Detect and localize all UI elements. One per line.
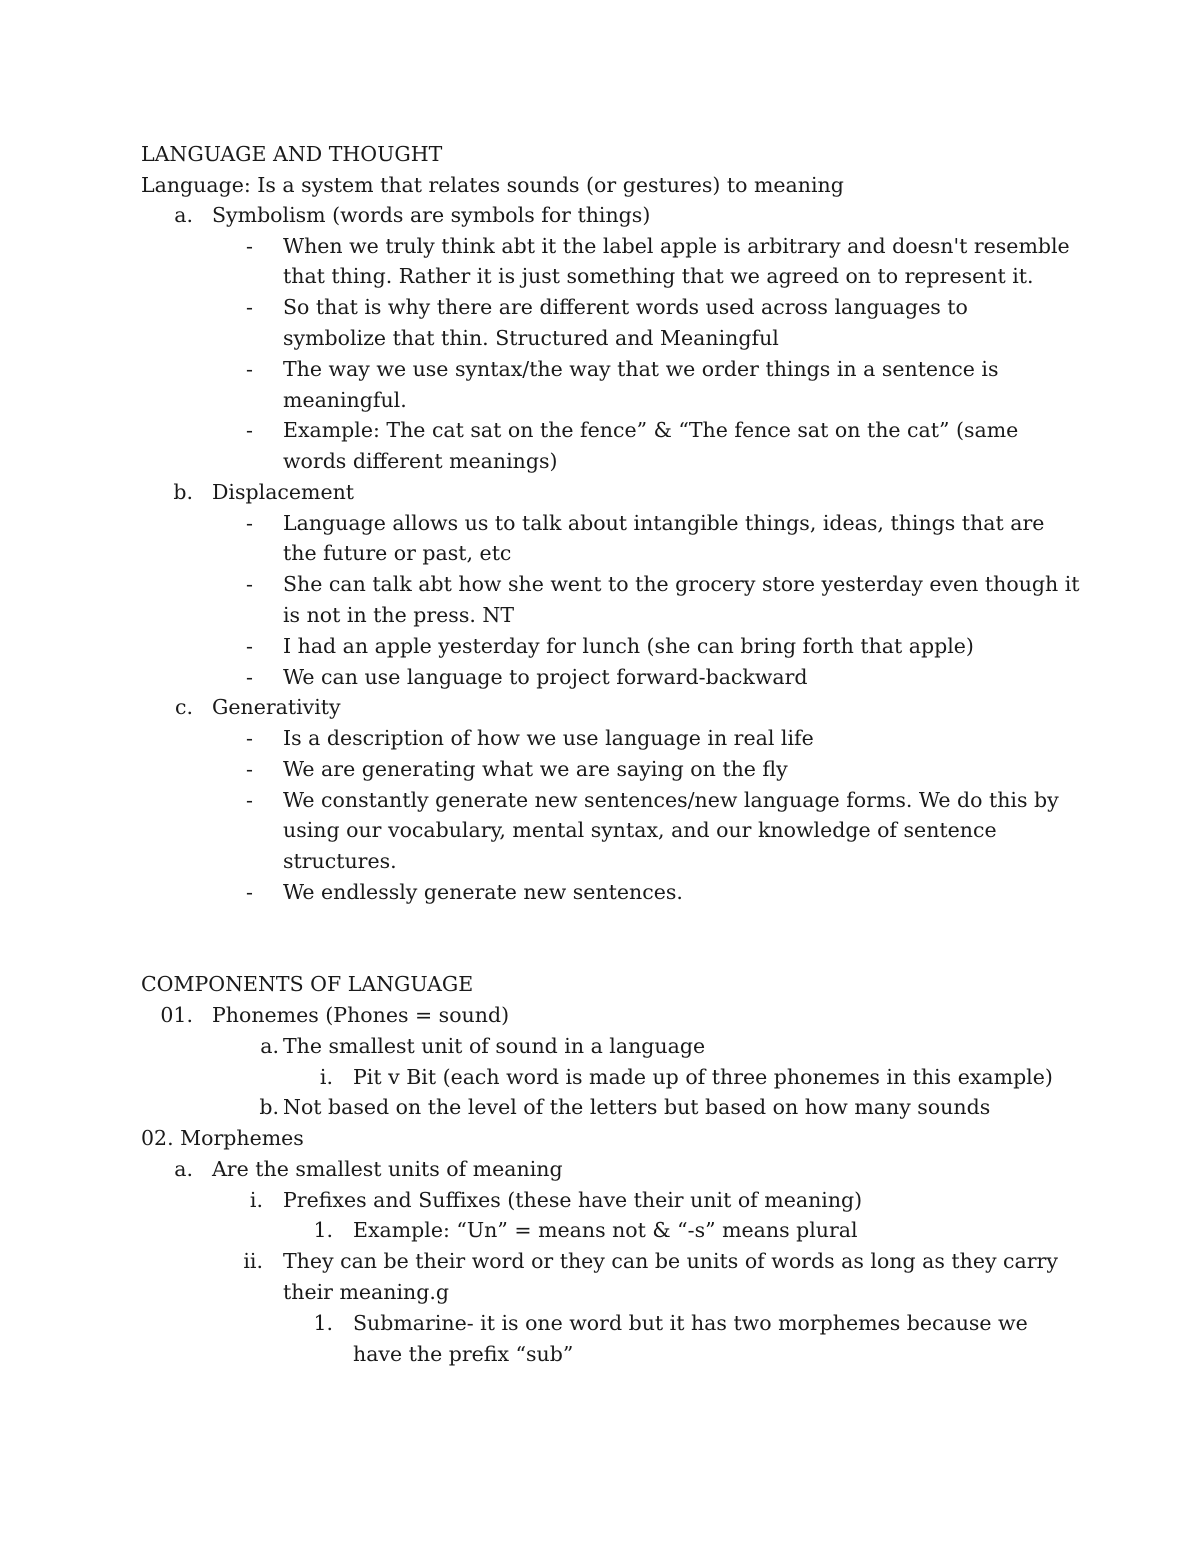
bullet-text: the future or past, etc <box>283 541 512 565</box>
bullet-text: Is a description of how we use language in real life <box>283 726 814 750</box>
bullet-text: is not in the press. NT <box>283 603 514 627</box>
list-item-text: They can be their word or they can be units of words as long as they carry <box>283 1249 1058 1273</box>
list-marker: a. <box>260 1034 279 1058</box>
list-item-phonemes: Phonemes (Phones = sound) <box>212 1003 510 1027</box>
bullet-text: We constantly generate new sentences/new language forms. We do this by <box>283 788 1059 812</box>
list-item-displacement: Displacement <box>212 480 355 504</box>
bullet-text: So that is why there are different words used across languages to <box>283 295 968 319</box>
bullet-text: The way we use syntax/the way that we order things in a sentence is <box>283 357 999 381</box>
bullet-text: meaningful. <box>283 388 407 412</box>
bullet-text: When we truly think abt it the label apple is arbitrary and doesn't resemble <box>283 234 1070 258</box>
list-marker: 1. <box>313 1218 333 1242</box>
bullet-dash: - <box>246 757 253 781</box>
list-marker: 1. <box>313 1311 333 1335</box>
list-item-text: have the prefix “sub” <box>353 1342 574 1366</box>
bullet-text: We are generating what we are saying on the fly <box>283 757 788 781</box>
bullet-dash: - <box>246 357 253 381</box>
bullet-text: We endlessly generate new sentences. <box>283 880 683 904</box>
list-item-label: Morphemes <box>180 1126 304 1150</box>
bullet-text: We can use language to project forward-backward <box>283 665 808 689</box>
bullet-dash: - <box>246 295 253 319</box>
bullet-text: that thing. Rather it is just something that we agreed on to represent it. <box>283 264 1034 288</box>
list-marker: a. <box>174 1157 193 1181</box>
list-marker: i. <box>249 1188 263 1212</box>
list-marker: i. <box>319 1065 333 1089</box>
list-marker: b. <box>259 1095 279 1119</box>
language-definition: Language: Is a system that relates sounds (or gestures) to meaning <box>141 173 844 197</box>
section-title-components-of-language: COMPONENTS OF LANGUAGE <box>141 972 474 996</box>
bullet-dash: - <box>246 234 253 258</box>
bullet-text: Example: The cat sat on the fence” & “The fence sat on the cat” (same <box>283 418 1019 442</box>
list-marker: c. <box>175 695 193 719</box>
list-item-text: Pit v Bit (each word is made up of three phonemes in this example) <box>353 1065 1053 1089</box>
list-item-text: The smallest unit of sound in a language <box>283 1034 706 1058</box>
list-marker: 01. <box>160 1003 193 1027</box>
list-marker: b. <box>173 480 193 504</box>
bullet-dash: - <box>246 418 253 442</box>
list-marker: 02. <box>141 1126 174 1150</box>
bullet-text: structures. <box>283 849 397 873</box>
list-item-generativity: Generativity <box>212 695 341 719</box>
list-item-text: their meaning.g <box>283 1280 449 1304</box>
list-item-text: Submarine- it is one word but it has two morphemes because we <box>353 1311 1028 1335</box>
list-item-text: Example: “Un” = means not & “-s” means plural <box>353 1218 858 1242</box>
list-marker: ii. <box>243 1249 263 1273</box>
bullet-text: Language allows us to talk about intangible things, ideas, things that are <box>283 511 1045 535</box>
bullet-dash: - <box>246 726 253 750</box>
list-item-morphemes <box>141 1123 304 1154</box>
list-item-text: Are the smallest units of meaning <box>212 1157 563 1181</box>
list-item-text: Prefixes and Suffixes (these have their unit of meaning) <box>283 1188 863 1212</box>
bullet-text: symbolize that thin. Structured and Meaningful <box>283 326 779 350</box>
bullet-dash: - <box>246 572 253 596</box>
bullet-text: I had an apple yesterday for lunch (she can bring forth that apple) <box>283 634 974 658</box>
bullet-text: using our vocabulary, mental syntax, and our knowledge of sentence <box>283 818 997 842</box>
bullet-dash: - <box>246 665 253 689</box>
bullet-text: She can talk abt how she went to the grocery store yesterday even though it <box>283 572 1080 596</box>
list-marker: a. <box>174 203 193 227</box>
section-title-language-and-thought: LANGUAGE AND THOUGHT <box>141 142 443 166</box>
list-item-text: Not based on the level of the letters but based on how many sounds <box>283 1095 991 1119</box>
bullet-dash: - <box>246 511 253 535</box>
bullet-text: words different meanings) <box>283 449 558 473</box>
bullet-dash: - <box>246 634 253 658</box>
list-item-symbolism: Symbolism (words are symbols for things) <box>212 203 651 227</box>
bullet-dash: - <box>246 788 253 812</box>
bullet-dash: - <box>246 880 253 904</box>
